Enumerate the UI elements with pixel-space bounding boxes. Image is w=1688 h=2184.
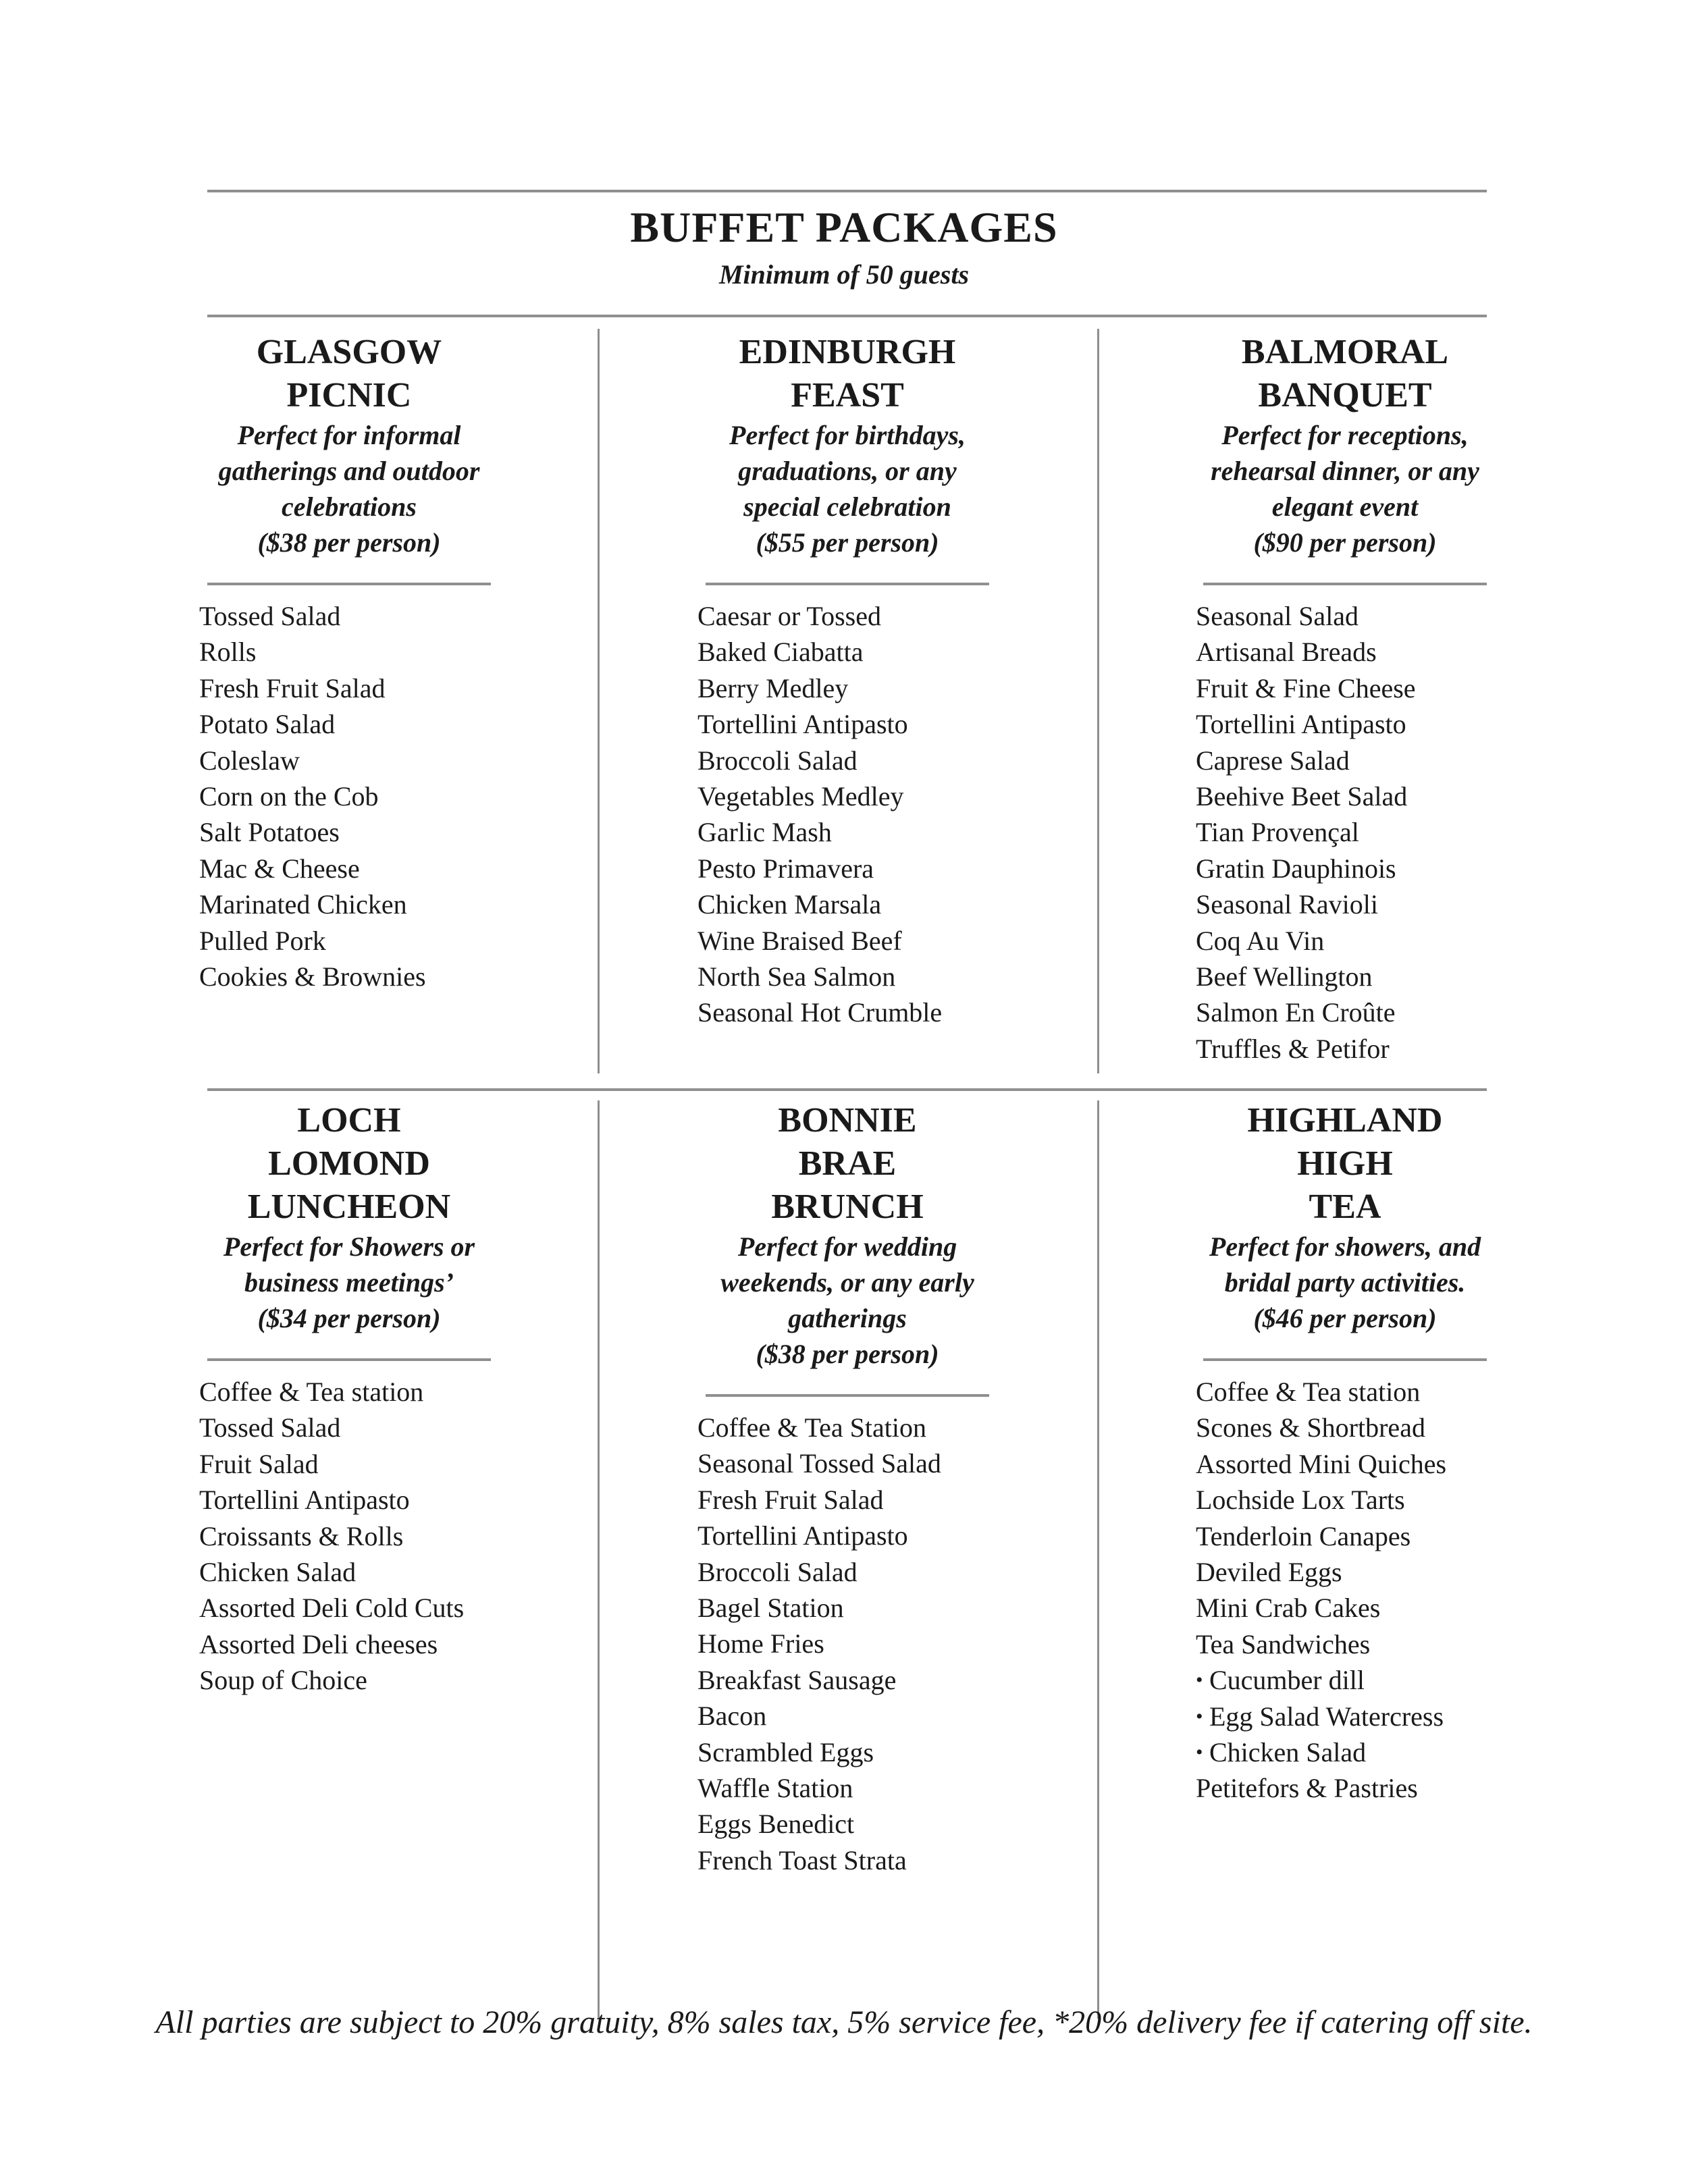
menu-item: Tian Provençal: [1196, 817, 1359, 848]
package-description-line: rehearsal dinner, or any: [1211, 456, 1479, 486]
menu-item: Coffee & Tea Station: [697, 1412, 926, 1443]
column-divider-2-top: [1097, 329, 1099, 1073]
menu-item: Fruit & Fine Cheese: [1196, 672, 1416, 703]
header-divider: [207, 315, 1487, 317]
package-description-line: graduations, or any: [738, 456, 957, 486]
menu-item: Croissants & Rolls: [199, 1520, 404, 1551]
menu-item: Deviled Eggs: [1196, 1557, 1342, 1588]
package-bonnie-brae-brunch: [672, 1099, 1023, 1372]
menu-item: Rolls: [199, 637, 257, 668]
menu-item: Corn on the Cob: [199, 781, 379, 812]
menu-item: Pulled Pork: [199, 925, 326, 956]
menu-item: Petitefors & Pastries: [1196, 1773, 1418, 1804]
package-loch-lomond-luncheon: [174, 1099, 525, 1336]
package-price: ($46 per person): [1253, 1303, 1437, 1333]
menu-item: Coq Au Vin: [1196, 925, 1325, 956]
menu-item: Chicken Marsala: [697, 889, 882, 920]
package-description-line: Perfect for Showers or: [223, 1231, 475, 1262]
menu-item: Tenderloin Canapes: [1196, 1520, 1411, 1551]
menu-item: North Sea Salmon: [697, 961, 896, 992]
menu-item: Gratin Dauphinois: [1196, 853, 1396, 884]
package-header: [1169, 331, 1521, 560]
menu-subitem: • Cucumber dill: [1196, 1662, 1446, 1698]
menu-item: Garlic Mash: [697, 817, 832, 848]
column-divider-2-bottom: [1097, 1100, 1099, 2019]
package-header: [174, 1099, 525, 1336]
menu-item: Caprese Salad: [1196, 745, 1350, 776]
menu-item: Soup of Choice: [199, 1665, 367, 1696]
footer-note: All parties are subject to 20% gratuity, 8% sales tax, 5% service fee, *20% delivery fee if catering off site.: [155, 2004, 1533, 2040]
package-name-line: BONNIE: [778, 1101, 917, 1140]
menu-item: French Toast Strata: [697, 1844, 907, 1875]
menu-item-list: [199, 598, 426, 994]
package-description-line: Perfect for receptions,: [1221, 420, 1469, 450]
package-header: [1169, 1099, 1521, 1336]
column-divider-1-top: [598, 329, 600, 1073]
package-name-line: BRUNCH: [771, 1188, 924, 1226]
package-rule: [1203, 1358, 1487, 1361]
package-price: ($90 per person): [1253, 527, 1437, 558]
menu-item: Breakfast Sausage: [697, 1664, 897, 1695]
menu-item: Marinated Chicken: [199, 889, 407, 920]
menu-item: Tossed Salad: [199, 1412, 341, 1443]
package-highland-high-tea: [1169, 1099, 1521, 1336]
menu-item: Wine Braised Beef: [697, 925, 902, 956]
package-description-line: Perfect for birthdays,: [729, 420, 966, 450]
menu-item: Pesto Primavera: [697, 853, 874, 884]
package-header: [672, 1099, 1023, 1372]
menu-item: Coffee & Tea station: [1196, 1377, 1421, 1407]
package-rule: [1203, 583, 1487, 585]
menu-item: Tea Sandwiches: [1196, 1628, 1371, 1659]
package-rule: [706, 1394, 989, 1397]
menu-item: Potato Salad: [199, 709, 336, 740]
menu-item: Chicken Salad: [199, 1557, 357, 1588]
menu-item: Coffee & Tea station: [199, 1377, 424, 1407]
package-price: ($55 per person): [756, 527, 939, 558]
menu-item: Bacon: [697, 1701, 767, 1732]
package-description-line: Perfect for informal: [237, 420, 461, 450]
menu-item-list: [1196, 1374, 1446, 1807]
package-description-line: special celebration: [743, 491, 951, 522]
menu-item: Mac & Cheese: [199, 853, 360, 884]
package-description-line: elegant event: [1271, 491, 1419, 522]
top-divider: [207, 190, 1487, 192]
menu-item: Vegetables Medley: [697, 781, 904, 812]
menu-item: Broccoli Salad: [697, 745, 858, 776]
package-description-line: business meetings’: [244, 1267, 454, 1298]
package-glasgow-picnic: [174, 331, 525, 560]
menu-subitem: • Egg Salad Watercress: [1196, 1699, 1446, 1734]
menu-item: Tortellini Antipasto: [1196, 709, 1406, 740]
package-edinburgh-feast: [672, 331, 1023, 560]
package-name-line: LOMOND: [268, 1144, 430, 1183]
menu-item: Seasonal Tossed Salad: [697, 1448, 941, 1479]
package-description-line: bridal party activities.: [1224, 1267, 1466, 1298]
package-description-line: celebrations: [282, 491, 417, 522]
page-title: BUFFET PACKAGES: [630, 203, 1058, 251]
menu-item: Assorted Mini Quiches: [1196, 1448, 1447, 1479]
menu-item: Baked Ciabatta: [697, 637, 864, 668]
package-name-line: PICNIC: [286, 376, 412, 415]
page-subtitle: Minimum of 50 guests: [718, 259, 970, 290]
package-name-line: HIGH: [1297, 1144, 1393, 1183]
menu-item: Fresh Fruit Salad: [199, 672, 386, 703]
package-rule: [706, 583, 989, 585]
package-name-line: BALMORAL: [1241, 333, 1449, 371]
menu-item: Tossed Salad: [199, 601, 341, 631]
menu-item: Bagel Station: [697, 1593, 844, 1624]
package-description-line: Perfect for wedding: [737, 1231, 957, 1262]
menu-item: Scrambled Eggs: [697, 1736, 874, 1767]
package-name-line: EDINBURGH: [739, 333, 956, 371]
menu-item: Tortellini Antipasto: [199, 1485, 410, 1516]
menu-item: Seasonal Ravioli: [1196, 889, 1378, 920]
menu-item: Salt Potatoes: [199, 817, 340, 848]
menu-item: Fruit Salad: [199, 1448, 319, 1479]
package-name-line: LUNCHEON: [247, 1188, 451, 1226]
package-description-line: Perfect for showers, and: [1209, 1231, 1481, 1262]
package-name-line: HIGHLAND: [1247, 1101, 1443, 1140]
package-price: ($34 per person): [257, 1303, 441, 1333]
menu-item-list: [199, 1374, 464, 1699]
menu-item: Salmon En Croûte: [1196, 997, 1396, 1028]
menu-subitem: • Chicken Salad: [1196, 1734, 1446, 1770]
menu-item: Tortellini Antipasto: [697, 709, 908, 740]
menu-item: Cookies & Brownies: [199, 961, 426, 992]
package-rule: [207, 1358, 491, 1361]
menu-item: Beef Wellington: [1196, 961, 1373, 992]
package-price: ($38 per person): [257, 527, 441, 558]
menu-item: Home Fries: [697, 1628, 824, 1659]
row-divider: [207, 1088, 1487, 1091]
menu-item: Mini Crab Cakes: [1196, 1593, 1381, 1624]
column-divider-1-bottom: [598, 1100, 600, 2019]
menu-item: Berry Medley: [697, 672, 849, 703]
package-name-line: TEA: [1309, 1188, 1381, 1226]
menu-item: Tortellini Antipasto: [697, 1520, 908, 1551]
menu-item: Broccoli Salad: [697, 1556, 858, 1587]
menu-item-list: [1196, 598, 1416, 1067]
menu-item: Eggs Benedict: [697, 1809, 855, 1840]
package-header: [174, 331, 525, 560]
package-description-line: weekends, or any early: [720, 1267, 974, 1298]
menu-item: Scones & Shortbread: [1196, 1412, 1425, 1443]
package-header: [672, 331, 1023, 560]
menu-item: Assorted Deli cheeses: [199, 1628, 438, 1659]
package-price: ($38 per person): [756, 1339, 939, 1369]
package-name-line: GLASGOW: [256, 333, 442, 371]
menu-item: Beehive Beet Salad: [1196, 781, 1408, 812]
menu-item: Lochside Lox Tarts: [1196, 1485, 1405, 1516]
menu-item-list: [697, 598, 942, 1031]
package-name-line: BANQUET: [1258, 376, 1432, 415]
package-name-line: FEAST: [791, 376, 904, 415]
package-name-line: LOCH: [297, 1101, 401, 1140]
package-description-line: gatherings and outdoor: [218, 456, 480, 486]
menu-item: Truffles & Petifor: [1196, 1033, 1390, 1064]
menu-item: Fresh Fruit Salad: [697, 1484, 884, 1515]
menu-item: Waffle Station: [697, 1773, 853, 1804]
menu-item-list: [697, 1410, 941, 1878]
menu-item: Coleslaw: [199, 745, 300, 776]
menu-item: Caesar or Tossed: [697, 601, 881, 631]
menu-item: Seasonal Salad: [1196, 601, 1359, 631]
package-balmoral-banquet: [1169, 331, 1521, 560]
package-rule: [207, 583, 491, 585]
package-description-line: gatherings: [788, 1303, 907, 1333]
package-name-line: BRAE: [798, 1144, 897, 1183]
menu-item: Artisanal Breads: [1196, 637, 1377, 668]
menu-item: Assorted Deli Cold Cuts: [199, 1593, 465, 1624]
menu-item: Seasonal Hot Crumble: [697, 997, 943, 1028]
